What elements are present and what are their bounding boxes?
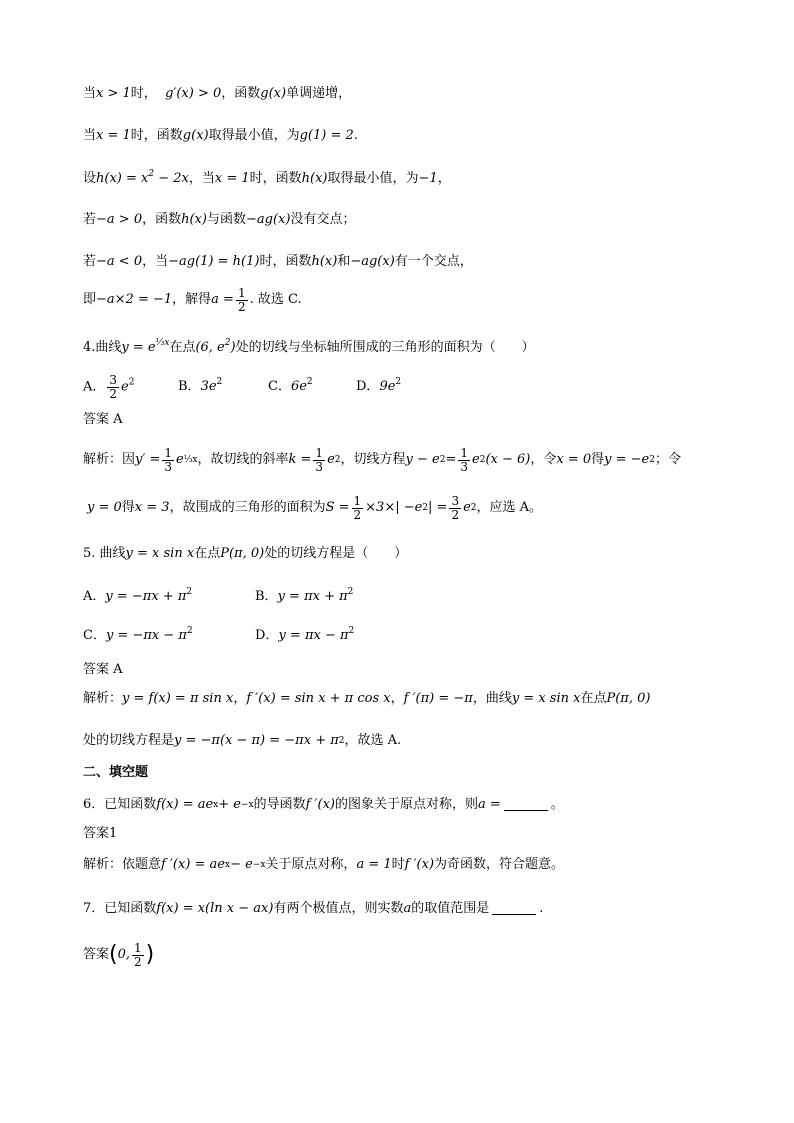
denominator: 3 (460, 459, 468, 474)
text: 得 (591, 452, 605, 468)
text: 处的切线方程是 (83, 733, 175, 748)
math (96, 171, 189, 187)
solution-line-6 (83, 287, 754, 313)
numerator: 3 (109, 373, 118, 387)
math: a = (211, 292, 234, 308)
math: e (463, 500, 471, 516)
fraction (236, 287, 248, 313)
text: 时，函数 (130, 128, 183, 143)
text: ，函数 (221, 86, 261, 101)
text: 在点 (169, 340, 196, 355)
text: 时，函数 (259, 254, 312, 269)
option-label: D． (255, 628, 279, 643)
denominator: 2 (109, 386, 118, 401)
option-label: A． (83, 379, 106, 395)
fraction (162, 447, 174, 473)
superscript: 2 (224, 338, 231, 348)
option-c (83, 628, 255, 644)
denominator: 2 (353, 507, 362, 522)
fraction (449, 495, 461, 521)
option-a (83, 374, 178, 400)
math: a (403, 901, 412, 916)
math: y = −πx + π (105, 589, 187, 604)
text: 的导函数 (253, 797, 306, 812)
math: g′(x) > 0 (165, 86, 222, 101)
answer-blank[interactable] (492, 902, 536, 915)
question-6-solution: 解析：依题意 f ′(x) = ae x − e −x 关于原点对称， a = 1 时 f ′(x) 为奇函数，符合题意。 (83, 857, 565, 872)
math (121, 340, 169, 356)
option-label: C． (268, 379, 291, 395)
text: 取得最小值，为 (208, 128, 300, 143)
math: y = x sin x (511, 691, 581, 706)
text: 有一个交点， (394, 254, 473, 269)
text: ，切线方程 (340, 452, 406, 468)
math: y = x sin x (125, 546, 195, 561)
math: x = 1 (214, 171, 250, 186)
text: 解析：依题意 (83, 857, 162, 872)
question-6-answer (83, 826, 754, 842)
text: 取得最小值，为 (327, 171, 419, 186)
math: y = f(x) = π sin x (122, 691, 234, 706)
superscript: 2 (216, 377, 223, 388)
math: f ′(π) = −π (403, 691, 473, 706)
option-label: A． (83, 589, 106, 604)
question-5 (83, 546, 754, 562)
text: 有两个极值点，则实数 (273, 901, 404, 916)
math: S = (325, 500, 350, 516)
text: 得 (121, 500, 135, 516)
text: ， (233, 691, 247, 706)
math: h(x) (181, 212, 207, 227)
question-4-solution-1: 解析：因 y′ = $\frac{1}{3}$ e ⅓x ，故切线的斜率 k = $\frac{1}{3}$ e 2 ，切线方程 y − e 2 = $\frac{1}{3}$ e 2 (x − 6) ，令 x = 0 得 y = −e 2 ；令 (83, 446, 681, 474)
numerator: 1 (315, 446, 324, 460)
answer-text: 答案 A (83, 412, 123, 427)
question-5-options-row-2 (83, 628, 754, 644)
text: 解析： (83, 691, 123, 706)
math: −a×2 = −1 (96, 292, 173, 308)
option-b (178, 379, 268, 395)
denominator: 2 (237, 299, 246, 314)
numerator: 1 (237, 286, 246, 300)
superscript: 2 (186, 587, 193, 597)
text: ，令 (530, 452, 557, 468)
option-d (356, 379, 401, 395)
math: P(π, 0) (220, 546, 265, 561)
superscript: 2 (395, 377, 402, 388)
question-4-answer (83, 412, 754, 428)
solution-line-3 (83, 171, 754, 187)
math: ×3×| −e (365, 500, 423, 516)
math: e (327, 452, 335, 468)
open-paren: ( (109, 942, 118, 968)
text: ， (390, 691, 404, 706)
math: h(x) (301, 171, 328, 186)
section-title: 二、填空题 (83, 765, 149, 780)
numerator: 1 (164, 446, 172, 460)
denominator: 2 (134, 954, 142, 969)
text: ，故围成的三角形的面积为 (169, 500, 326, 516)
answer-text: 答案 (83, 947, 110, 963)
denominator: 3 (164, 459, 172, 474)
text: ， (437, 171, 451, 186)
question-6: 6．已知函数 f(x) = ae x + e −x 的导函数 f ′(x) 的图象关于原点对称，则 a = 。 (83, 797, 564, 812)
superscript: 2 (347, 587, 354, 597)
math: y = −e (604, 452, 650, 468)
superscript: 2 (348, 626, 355, 636)
fraction (132, 942, 144, 968)
option-label: D． (356, 379, 380, 395)
math: f(x) = ae (156, 797, 214, 812)
text: ，故切线的斜率 (197, 452, 289, 468)
numerator: 1 (460, 446, 468, 460)
question-number: 5. 曲线 (83, 546, 126, 561)
math: e (121, 379, 129, 395)
section-heading (83, 765, 754, 781)
option-label: B． (178, 379, 201, 395)
math: h(x) (311, 254, 338, 269)
denominator: 3 (315, 459, 324, 474)
numerator: 1 (134, 941, 142, 955)
option-b (255, 589, 353, 605)
math: g(x) (182, 128, 209, 143)
text: . (353, 128, 358, 143)
option-label: B． (255, 589, 278, 604)
math: −a < 0 (96, 254, 143, 269)
math: f ′(x) (404, 857, 435, 872)
math-part: − 2x (154, 171, 189, 186)
math: 0, (117, 947, 131, 963)
solution-line-2 (83, 128, 754, 144)
fraction (352, 495, 364, 521)
math: e (472, 452, 480, 468)
math: x = 3 (134, 500, 170, 516)
text: 时，函数 (249, 171, 302, 186)
math: 3e (200, 379, 217, 395)
math: y = −π(x − π) = −πx + π (174, 733, 339, 748)
text: 时 (391, 857, 405, 872)
superscript: 2 (306, 377, 313, 388)
math: y′ = (135, 452, 161, 468)
text: ，函数 (142, 212, 182, 227)
question-number: 7．已知函数 (83, 901, 157, 916)
numerator: 1 (353, 494, 362, 508)
math: e (175, 452, 184, 468)
text: 处的切线与坐标轴所围成的三角形的面积为（ ） (235, 340, 535, 355)
math: 9e (379, 379, 396, 395)
denominator: 2 (451, 507, 460, 522)
answer-blank[interactable] (504, 798, 548, 811)
text: 若 (83, 212, 97, 227)
math: y = 0 (87, 500, 122, 516)
option-a (83, 589, 255, 605)
text: ，解得 (172, 292, 212, 308)
text: 即 (83, 292, 97, 308)
text: 当 (83, 128, 97, 143)
text: ，曲线 (472, 691, 512, 706)
math: f(x) = x(ln x − ax) (156, 901, 274, 916)
math: x > 1 (96, 86, 131, 101)
question-5-solution-1 (83, 691, 754, 707)
math: (x − 6) (485, 452, 531, 468)
solution-line-4 (83, 212, 754, 228)
math: −ag(x) (350, 254, 395, 269)
math: y = πx + π (277, 589, 348, 604)
math: 6e (290, 379, 307, 395)
close-paren: ) (145, 942, 155, 968)
math-part: h(x) = x (96, 171, 149, 186)
text: 的图象关于原点对称，则 (334, 797, 478, 812)
superscript: 2 (186, 626, 193, 636)
text: ，当 (142, 254, 169, 269)
text: 为奇函数，符合题意。 (434, 857, 565, 872)
math: k = (288, 452, 312, 468)
math: x = 1 (96, 128, 131, 143)
superscript: 2 (148, 169, 155, 179)
text: 处的切线方程是（ ） (264, 546, 408, 561)
math: f ′(x) = sin x + π cos x (246, 691, 391, 706)
text: 与函数 (206, 212, 246, 227)
text: . (539, 901, 544, 916)
fraction (458, 447, 470, 473)
text: 单调递增， (286, 86, 352, 101)
question-5-answer (83, 662, 754, 678)
question-number: 4.曲线 (83, 340, 122, 355)
math: a = 1 (356, 857, 392, 872)
superscript: 2 (128, 377, 135, 388)
text: 若 (83, 254, 97, 269)
math: x = 0 (556, 452, 592, 468)
numerator: 3 (451, 494, 460, 508)
math: − e (230, 857, 253, 872)
math: −ag(1) = h(1) (168, 254, 260, 269)
math: = (445, 452, 457, 468)
text: . 故选 C. (249, 292, 302, 308)
math: + e (218, 797, 241, 812)
option-c (268, 379, 356, 395)
math: y − e (405, 452, 440, 468)
text: 当 (83, 86, 97, 101)
text: ，当 (188, 171, 215, 186)
math-part: (6, e (195, 340, 225, 355)
superscript: ⅓x (155, 338, 170, 348)
text: 时， (130, 86, 157, 101)
math: g(x) (260, 86, 287, 101)
math: f ′(x) = ae (161, 857, 225, 872)
math: a = (478, 797, 501, 812)
math: P(π, 0) (606, 691, 651, 706)
question-5-options-row-1 (83, 589, 754, 605)
question-7-answer (83, 942, 754, 968)
option-label: C． (83, 628, 106, 643)
answer-text: 答案1 (83, 826, 118, 841)
math: −a > 0 (96, 212, 143, 227)
text: ，应选 A。 (476, 500, 543, 516)
math (195, 340, 235, 356)
question-4-solution-2: y = 0 得 x = 3 ，故围成的三角形的面积为 S = $\frac{1}{2}$ ×3×| −e 2 | = $\frac{3}{2}$ e 2 ，应选 A。 (87, 494, 543, 522)
math: −ag(x) (245, 212, 291, 227)
question-number: 6．已知函数 (83, 797, 157, 812)
solution-line-1 (83, 86, 754, 102)
text: 在点 (194, 546, 221, 561)
math-part: ) (230, 340, 236, 355)
option-d (255, 628, 354, 644)
math-part: y = e (121, 340, 156, 355)
question-5-solution-2: 处的切线方程是 y = −π(x − π) = −πx + π 2 ，故选 A. (83, 733, 402, 748)
math: y = −πx − π (105, 628, 187, 643)
text: 。 (550, 797, 564, 812)
text: 解析：因 (83, 452, 136, 468)
fraction (107, 374, 119, 400)
math: g(1) = 2 (299, 128, 354, 143)
fraction (313, 447, 325, 473)
math: −1 (418, 171, 438, 186)
answer-text: 答案 A (83, 662, 123, 677)
question-4 (83, 340, 754, 356)
text: 和 (337, 254, 351, 269)
text: 设 (83, 171, 97, 186)
question-4-options (83, 374, 754, 400)
math: y = πx − π (278, 628, 349, 643)
math: f ′(x) (305, 797, 335, 812)
solution-line-5 (83, 254, 754, 270)
text: ；令 (654, 452, 681, 468)
question-7 (83, 901, 754, 917)
text: 在点 (580, 691, 607, 706)
math: | = (428, 500, 448, 516)
text: 的取值范围是 (411, 901, 490, 916)
text: 没有交点； (290, 212, 356, 227)
text: ，故选 A. (344, 733, 402, 748)
text: 关于原点对称， (265, 857, 357, 872)
